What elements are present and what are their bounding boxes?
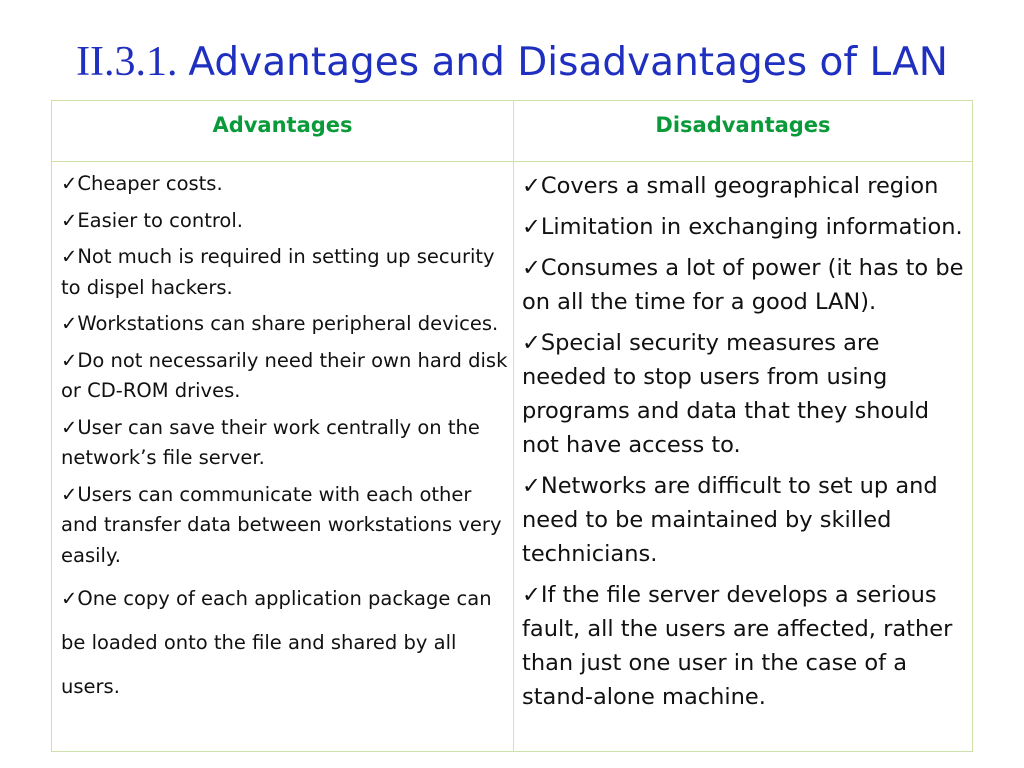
advantage-item: ✓Easier to control. (61, 208, 243, 232)
checkmark-icon: ✓ (522, 330, 541, 356)
disadvantages-header: Disadvantages (655, 113, 831, 137)
advantage-item: ✓Do not necessarily need their own hard disk or CD-ROM drives. (61, 348, 508, 402)
checkmark-icon: ✓ (61, 312, 78, 335)
disadvantage-item: ✓Covers a small geographical region (522, 173, 939, 199)
advantage-item: ✓Users can communicate with each other and transfer data between workstations very easily. (61, 482, 502, 567)
disadvantage-item: ✓Networks are difficult to set up and need to be maintained by skilled technicians. (522, 473, 938, 567)
disadvantage-item: ✓If the file server develops a serious fault, all the users are affected, rather than just one user in the case of a stand-alone machine. (522, 582, 953, 710)
advantage-item: ✓Workstations can share peripheral devices. (61, 312, 499, 335)
checkmark-icon: ✓ (61, 587, 78, 610)
disadvantage-item: ✓Special security measures are needed to stop users from using programs and data that they should not have access to. (522, 330, 930, 458)
advantage-item: ✓One copy of each application package can be loaded onto the file and shared by all users. (61, 587, 492, 698)
advantage-item: ✓Cheaper costs. (61, 172, 223, 195)
advantages-header: Advantages (212, 113, 353, 137)
checkmark-icon: ✓ (61, 245, 78, 268)
advantage-item: ✓User can save their work centrally on the network’s file server. (61, 415, 480, 469)
checkmark-icon: ✓ (522, 214, 541, 240)
comparison-table (51, 100, 973, 752)
checkmark-icon: ✓ (522, 582, 541, 608)
checkmark-icon: ✓ (61, 482, 78, 506)
disadvantage-item: ✓Consumes a lot of power (it has to be on all the time for a good LAN). (522, 255, 964, 315)
section-number: II.3.1. (76, 39, 178, 85)
advantage-item: ✓Not much is required in setting up security to dispel hackers. (61, 245, 495, 299)
slide-title (0, 38, 1024, 86)
checkmark-icon: ✓ (61, 172, 78, 195)
header-divider (52, 161, 972, 162)
checkmark-icon: ✓ (61, 415, 78, 439)
checkmark-icon: ✓ (522, 473, 541, 499)
checkmark-icon: ✓ (522, 173, 541, 199)
title-text: Advantages and Disadvantages of LAN (188, 40, 948, 85)
advantages-list (61, 169, 511, 715)
checkmark-icon: ✓ (61, 208, 78, 232)
column-divider (513, 101, 514, 751)
disadvantages-list (522, 169, 967, 721)
checkmark-icon: ✓ (61, 348, 78, 372)
disadvantage-item: ✓Limitation in exchanging information. (522, 214, 963, 240)
checkmark-icon: ✓ (522, 255, 541, 281)
